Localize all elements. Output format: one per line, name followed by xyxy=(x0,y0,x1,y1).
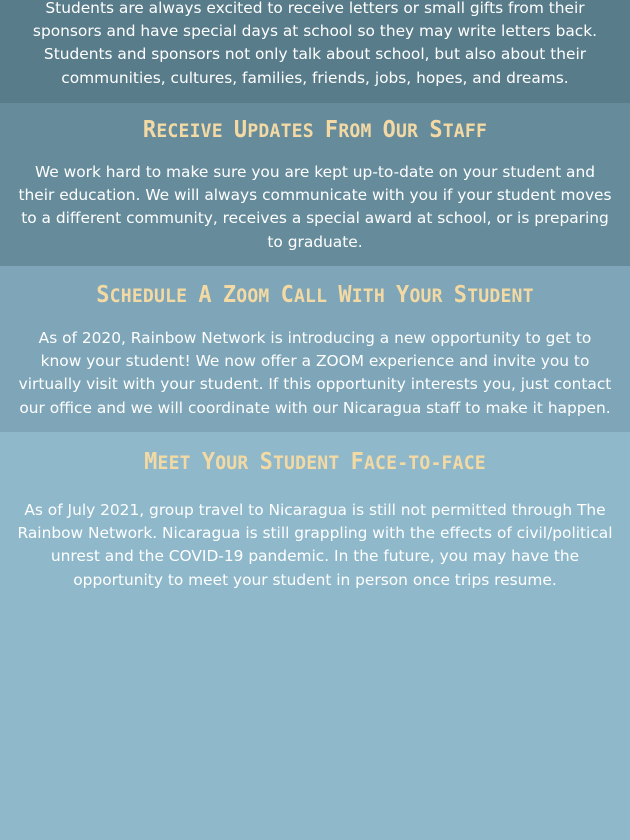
section-heading: RECEIVE UPDATES FROM OUR STAFF xyxy=(142,117,488,143)
paragraph-line: opportunity to meet your student in person once trips resume. xyxy=(73,570,557,589)
paragraph-line: We work hard to make sure you are kept up-to-date on your student and xyxy=(34,163,596,181)
letters-section xyxy=(0,0,630,103)
staff-updates-paragraph xyxy=(14,161,616,254)
section-heading: SCHEDULE A ZOOM CALL WITH YOUR STUDENT xyxy=(96,282,534,308)
letters-paragraph xyxy=(14,0,616,90)
paragraph-line: their education. We will always communicate with you if your student moves xyxy=(18,186,612,205)
paragraph-line: sponsors and have special days at school so they may write letters back. xyxy=(32,22,598,41)
paragraph-line: Students and sponsors not only talk about school, but also about their xyxy=(43,45,587,64)
paragraph-line: to graduate. xyxy=(267,232,363,251)
section-heading: MEET YOUR STUDENT FACE-TO-FACE xyxy=(144,449,486,475)
paragraph-line: Students are always excited to receive letters or small gifts from their xyxy=(45,0,585,17)
paragraph-line: know your student! We now offer a ZOOM experience and invite you to xyxy=(40,352,590,371)
paragraph-line: communities, cultures, families, friends, jobs, hopes, and dreams. xyxy=(61,68,569,87)
paragraph-line: to a different community, receives a special award at school, or is preparing xyxy=(21,209,609,228)
zoom-call-paragraph xyxy=(14,327,616,420)
paragraph-line: As of 2020, Rainbow Network is introducing a new opportunity to get to xyxy=(38,329,592,347)
face-to-face-paragraph xyxy=(14,499,616,592)
paragraph-line: our office and we will coordinate with our Nicaragua staff to make it happen. xyxy=(19,398,611,417)
paragraph-line: Rainbow Network. Nicaragua is still grappling with the effects of civil/political xyxy=(17,524,613,543)
paragraph-line: As of July 2021, group travel to Nicaragua is still not permitted through The xyxy=(24,501,606,519)
paragraph-line: unrest and the COVID-19 pandemic. In the future, you may have the xyxy=(50,547,580,566)
staff-updates-section xyxy=(0,103,630,266)
face-to-face-section xyxy=(0,432,630,840)
paragraph-line: virtually visit with your student. If this opportunity interests you, just contact xyxy=(18,375,612,394)
zoom-call-section xyxy=(0,266,630,432)
